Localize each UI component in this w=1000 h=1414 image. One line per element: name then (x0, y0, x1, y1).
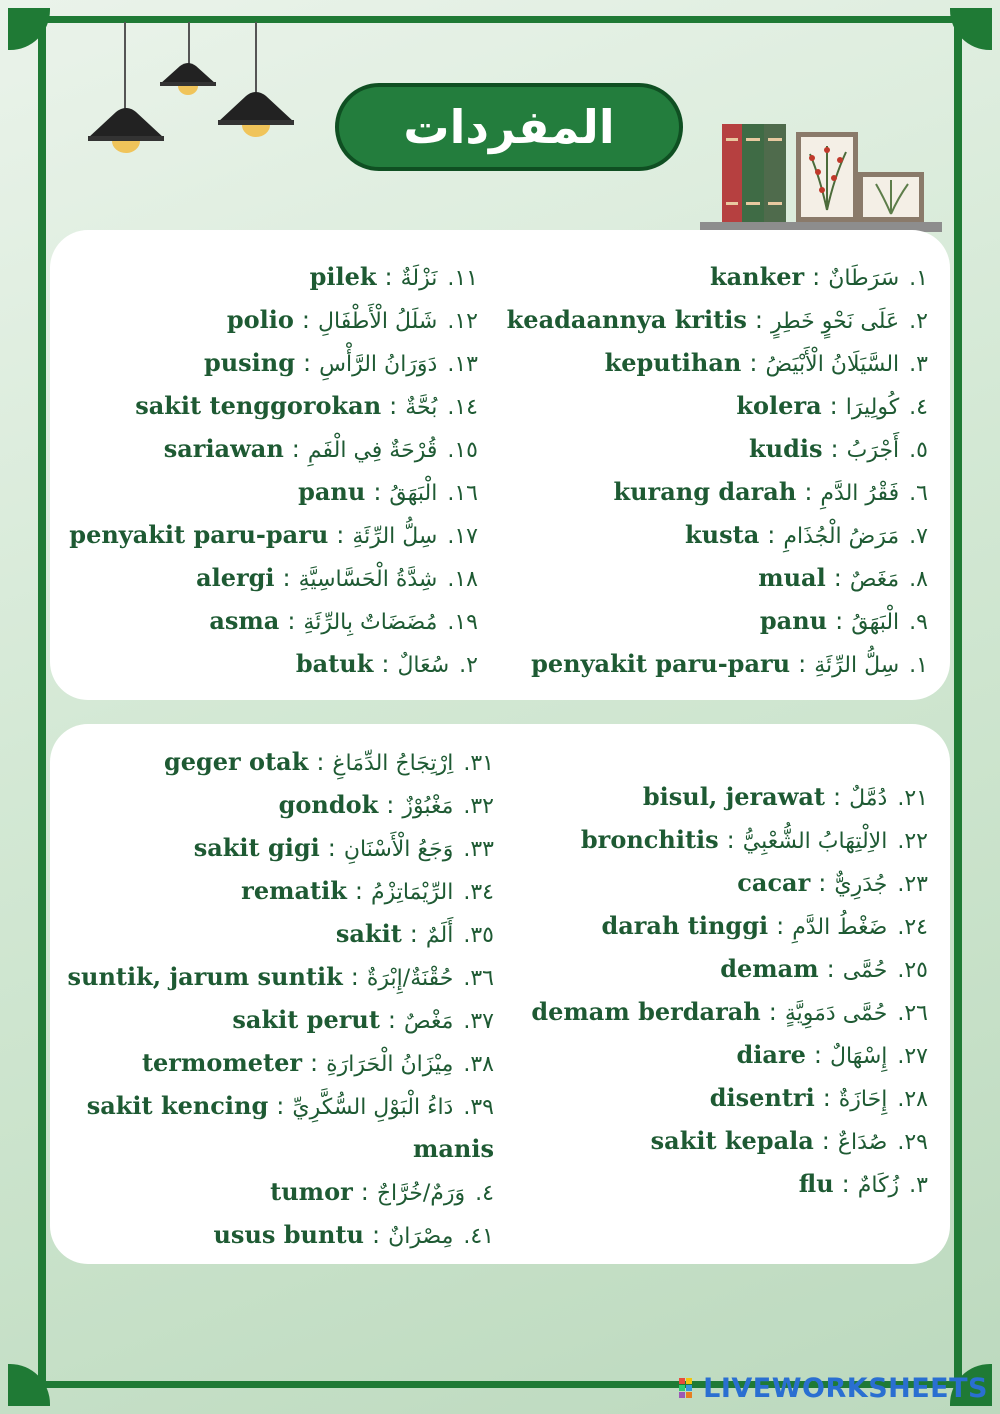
arabic-term: قُرْحَةٌ فِي الْفَمِ (307, 438, 438, 463)
separator-colon: : (336, 521, 345, 549)
arabic-term: الرِّيْمَاتِزْمُ (370, 880, 454, 905)
entry-number: ٩. (909, 610, 928, 635)
arabic-term: الْبَهَقُ (851, 610, 900, 635)
vocab-entry (710, 1083, 928, 1115)
vocab-entry (799, 1169, 928, 1201)
separator-colon: : (350, 963, 359, 991)
entry-number: ١٥. (447, 438, 478, 463)
arabic-term: سَرَطَانٌ (828, 266, 900, 291)
entry-number: ٢٧. (897, 1044, 928, 1069)
indonesian-meaning: cacar (737, 868, 811, 897)
entry-number: ٧. (909, 524, 928, 549)
entry-number: ٢٩. (897, 1130, 928, 1155)
bookshelf-illustration (700, 118, 942, 236)
entry-number: ٣. (909, 1173, 928, 1198)
vocab-entry (581, 825, 928, 857)
indonesian-meaning: alergi (196, 563, 275, 592)
separator-colon: : (754, 306, 763, 334)
entry-number: ١٣. (447, 352, 478, 377)
vocab-entry (310, 262, 478, 294)
entry-number: ١٤. (447, 395, 478, 420)
indonesian-meaning: sakit perut (232, 1005, 380, 1034)
entry-number: ٣٩. (463, 1095, 494, 1120)
vocab-entry (685, 520, 928, 552)
separator-colon: : (841, 1170, 850, 1198)
vocab-entry (296, 649, 478, 681)
arabic-term: اِرْتِجَاجُ الدِّمَاغِ (332, 751, 454, 776)
arabic-term: كُولِيرَا (845, 395, 900, 420)
separator-colon: : (768, 998, 777, 1026)
separator-colon: : (821, 1127, 830, 1155)
vocab-entry (720, 954, 928, 986)
separator-colon: : (316, 748, 325, 776)
vocab-entry (507, 305, 928, 337)
indonesian-meaning: keadaannya kritis (506, 305, 747, 334)
separator-colon: : (822, 1084, 831, 1112)
arabic-term: الْبَهَقُ (389, 481, 438, 506)
vocab-entry (643, 782, 928, 814)
separator-colon: : (327, 834, 336, 862)
vocab-entry (204, 348, 478, 380)
entry-number: ١١. (447, 266, 478, 291)
separator-colon: : (813, 1041, 822, 1069)
separator-colon: : (776, 912, 785, 940)
vocab-entry (164, 434, 478, 466)
vocab-entry (736, 391, 928, 423)
indonesian-meaning: sakit gigi (193, 833, 320, 862)
indonesian-meaning: gondok (278, 790, 379, 819)
arabic-term: سِلُّ الرِّئَةِ (352, 524, 438, 549)
lamp-icon (216, 88, 296, 140)
vocab-entry (209, 606, 478, 638)
separator-colon: : (409, 920, 418, 948)
vocab-entry (227, 305, 478, 337)
vocab-entry (298, 477, 478, 509)
page-title: المفردات (403, 100, 615, 154)
watermark-text: LIVEWORKSHEETS (703, 1373, 988, 1404)
entry-number: ٤. (909, 395, 928, 420)
arabic-term: مُضَضَاتٌ بِالرِّئَةِ (303, 610, 438, 635)
separator-colon: : (833, 783, 842, 811)
indonesian-meaning: termometer (141, 1048, 303, 1077)
vocab-entry (232, 1005, 494, 1037)
indonesian-meaning: pusing (203, 348, 296, 377)
indonesian-meaning: sakit kencing (86, 1091, 269, 1120)
entry-number: ٢٥. (897, 958, 928, 983)
arabic-term: صُدَاعٌ (837, 1130, 888, 1155)
separator-colon: : (303, 349, 312, 377)
indonesian-meaning: sariawan (163, 434, 284, 463)
indonesian-meaning: sakit tenggorokan (135, 391, 382, 420)
indonesian-meaning: penyakit paru-paru (531, 649, 791, 678)
arabic-term: دَاءُ الْبَوْلِ السُّكَّرِيِّ (292, 1095, 454, 1120)
vocab-entry (601, 911, 928, 943)
indonesian-meaning: keputihan (604, 348, 742, 377)
vocab-entry (87, 1091, 494, 1123)
vocab-entry (605, 348, 928, 380)
separator-colon: : (818, 869, 827, 897)
arabic-term: مَرَضُ الْجُذَامِ (783, 524, 900, 549)
lamp-icon (158, 60, 218, 100)
indonesian-meaning: bronchitis (580, 825, 719, 854)
entry-number: ٣٤. (463, 880, 494, 905)
indonesian-meaning: flu (798, 1169, 834, 1198)
indonesian-meaning: kudis (749, 434, 823, 463)
entry-number: ٤١. (463, 1224, 494, 1249)
entry-number: ٣٣. (463, 837, 494, 862)
indonesian-meaning: disentri (709, 1083, 815, 1112)
indonesian-meaning: manis (412, 1134, 494, 1163)
separator-colon: : (812, 263, 821, 291)
indonesian-meaning: geger otak (163, 747, 309, 776)
vocab-entry (651, 1126, 928, 1158)
vocab-entry (531, 997, 928, 1029)
arabic-term: عَلَى نَحْوٍ خَطِرٍ (770, 309, 900, 334)
indonesian-meaning: usus buntu (213, 1220, 364, 1249)
indonesian-meaning: panu (759, 606, 828, 635)
arabic-term: شِدَّةُ الْحَسَّاسِيَّةِ (298, 567, 438, 592)
entry-number: ٣٨. (463, 1052, 494, 1077)
frame-left (38, 18, 46, 1388)
separator-colon: : (381, 650, 390, 678)
separator-colon: : (767, 521, 776, 549)
title-banner (335, 83, 683, 171)
entry-number: ١٢. (447, 309, 478, 334)
frame-top (40, 16, 960, 23)
arabic-term: أَلَمٌ (425, 923, 454, 948)
indonesian-meaning: penyakit paru-paru (69, 520, 329, 549)
indonesian-meaning: darah tinggi (601, 911, 769, 940)
arabic-term: مِيْزَانُ الْحَرَارَةِ (326, 1052, 454, 1077)
indonesian-meaning: bisul, jerawat (642, 782, 826, 811)
arabic-term: دَوَرَانُ الرَّأْسِ (319, 352, 438, 377)
entry-number: ١٦. (447, 481, 478, 506)
arabic-term: ضَغْطُ الدَّمِ (792, 915, 888, 940)
arabic-term: جُدَرِيٌّ (834, 872, 888, 897)
indonesian-meaning: sakit (335, 919, 402, 948)
vocab-entry (196, 563, 478, 595)
entry-number: ٢١. (897, 786, 928, 811)
arabic-term: مِصْرَانٌ (388, 1224, 454, 1249)
frame-right (954, 18, 962, 1388)
arabic-term: فَقْرُ الدَّمِ (820, 481, 900, 506)
vocab-entry (142, 1048, 494, 1080)
vocab-entry (213, 1220, 494, 1252)
arabic-term: وَجَعُ الْأَسْنَانِ (343, 837, 454, 862)
vocab-entry (531, 649, 928, 681)
vocab-entry (613, 477, 928, 509)
separator-colon: : (726, 826, 735, 854)
arabic-term: دُمَّلٌ (849, 786, 888, 811)
indonesian-meaning: rematik (241, 876, 347, 905)
vocab-entry (164, 747, 494, 779)
indonesian-meaning: kanker (709, 262, 805, 291)
entry-number: ٤. (475, 1181, 494, 1206)
separator-colon: : (389, 392, 398, 420)
entry-number: ٣٧. (463, 1009, 494, 1034)
separator-colon: : (387, 1006, 396, 1034)
vocab-entry (336, 919, 494, 951)
indonesian-meaning: tumor (270, 1177, 353, 1206)
separator-colon: : (804, 478, 813, 506)
arabic-term: إِسْهَالٌ (829, 1044, 888, 1069)
vocab-entry (279, 790, 494, 822)
separator-colon: : (749, 349, 758, 377)
entry-number: ٢٢. (897, 829, 928, 854)
separator-colon: : (360, 1178, 369, 1206)
vocab-entry (68, 962, 495, 994)
separator-colon: : (833, 564, 842, 592)
entry-number: ١٨. (447, 567, 478, 592)
entry-number: ٢٨. (897, 1087, 928, 1112)
entry-number: ٥. (909, 438, 928, 463)
vocab-entry (69, 520, 478, 552)
indonesian-meaning: batuk (295, 649, 374, 678)
separator-colon: : (826, 955, 835, 983)
arabic-term: حُمَّى دَمَوِيَّةٍ (784, 1001, 888, 1026)
indonesian-meaning: kusta (685, 520, 760, 549)
entry-number: ١٧. (447, 524, 478, 549)
separator-colon: : (830, 435, 839, 463)
vocab-entry (194, 833, 494, 865)
entry-number: ٨. (909, 567, 928, 592)
vocab-entry (737, 1040, 928, 1072)
arabic-term: زُكَامٌ (857, 1173, 900, 1198)
vocab-entry (760, 606, 928, 638)
indonesian-meaning: sakit kepala (650, 1126, 814, 1155)
separator-colon: : (386, 791, 395, 819)
entry-number: ٣٦. (463, 966, 494, 991)
separator-colon: : (829, 392, 838, 420)
entry-number: ٦. (909, 481, 928, 506)
arabic-term: سِلُّ الرِّئَةِ (814, 653, 900, 678)
lamp-icon (86, 104, 166, 156)
separator-colon: : (282, 564, 291, 592)
separator-colon: : (371, 1221, 381, 1249)
vocab-entry (749, 434, 928, 466)
indonesian-meaning: demam berdarah (531, 997, 761, 1026)
arabic-term: السَّيَلَانُ الْأَبْيَضُ (765, 352, 900, 377)
arabic-term: شَلَلُ الْأَطْفَالِ (318, 309, 438, 334)
vocab-entry (758, 563, 928, 595)
entry-number: ٣. (909, 352, 928, 377)
vocab-entry (135, 391, 478, 423)
separator-colon: : (291, 435, 300, 463)
entry-number: ١٩. (447, 610, 478, 635)
indonesian-meaning: diare (736, 1040, 806, 1069)
arabic-term: نَزْلَةٌ (400, 266, 438, 291)
separator-colon: : (835, 607, 844, 635)
separator-colon: : (384, 263, 393, 291)
indonesian-meaning: panu (298, 477, 366, 506)
entry-number: ١. (909, 266, 928, 291)
entry-number: ٢٤. (897, 915, 928, 940)
entry-number: ٣٥. (463, 923, 494, 948)
entry-number: ١. (909, 653, 928, 678)
liveworksheets-logo (679, 1373, 988, 1404)
entry-number: ٣٢. (463, 794, 494, 819)
separator-colon: : (373, 478, 382, 506)
arabic-term: مَغْبُوْزٌ (402, 794, 454, 819)
entry-number: ٢. (459, 653, 478, 678)
arabic-term: مَغْصٌ (404, 1009, 454, 1034)
indonesian-meaning: kurang darah (613, 477, 797, 506)
entry-number: ٣١. (463, 751, 494, 776)
arabic-term: أَجْرَبُ (846, 438, 900, 463)
vocab-entry (270, 1177, 494, 1209)
liveworksheets-mark-icon (679, 1378, 699, 1402)
entry-number: ٢٣. (897, 872, 928, 897)
arabic-term: سُعَالٌ (397, 653, 450, 678)
separator-colon: : (354, 877, 363, 905)
vocab-entry (710, 262, 928, 294)
separator-colon: : (276, 1092, 285, 1120)
entry-number: ٢. (909, 309, 928, 334)
indonesian-meaning: asma (209, 606, 280, 635)
entry-number: ٢٦. (897, 1001, 928, 1026)
indonesian-meaning: kolera (736, 391, 822, 420)
indonesian-meaning: mual (758, 563, 826, 592)
separator-colon: : (798, 650, 807, 678)
indonesian-meaning: pilek (309, 262, 377, 291)
arabic-term: الاِلْتِهَابُ الشُّعْبِيُّ (742, 829, 888, 854)
arabic-term: بُحَّةٌ (405, 395, 438, 420)
vocab-entry (241, 876, 494, 908)
indonesian-meaning: polio (226, 305, 294, 334)
separator-colon: : (310, 1049, 319, 1077)
separator-colon: : (301, 306, 310, 334)
indonesian-meaning: suntik, jarum suntik (67, 962, 343, 991)
arabic-term: إِحَازَةٌ (838, 1087, 888, 1112)
separator-colon: : (287, 607, 296, 635)
arabic-term: مَغَصٌ (849, 567, 900, 592)
arabic-term: حُمَّى (842, 958, 888, 983)
arabic-term: وَرَمٌ/خُرَّاجٌ (376, 1181, 466, 1206)
vocab-entry (737, 868, 928, 900)
arabic-term: حُقْنَةٌ/إِبْرَةٌ (366, 966, 454, 991)
vocab-entry (413, 1134, 494, 1164)
indonesian-meaning: demam (720, 954, 819, 983)
